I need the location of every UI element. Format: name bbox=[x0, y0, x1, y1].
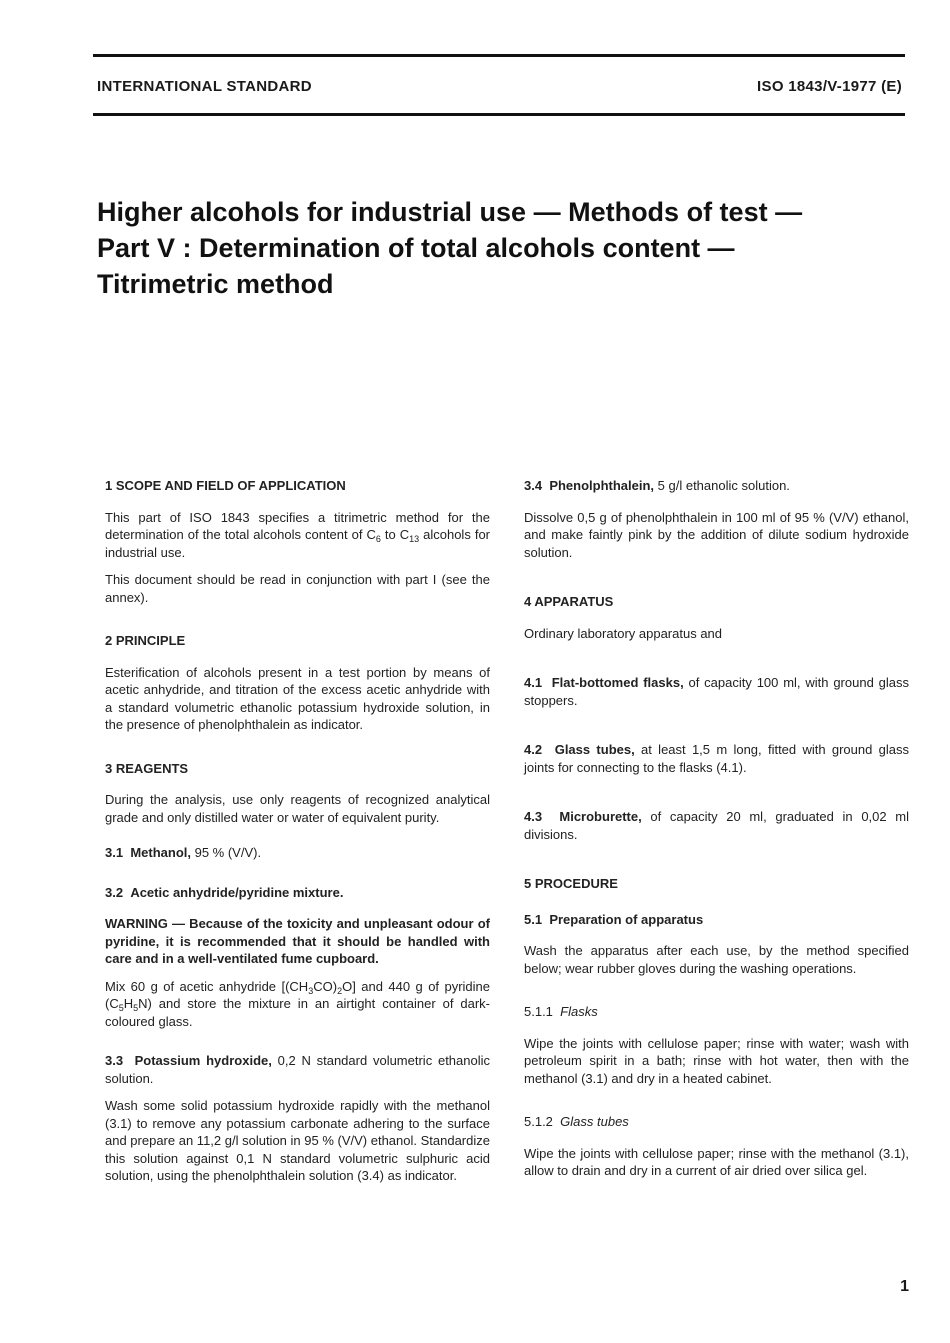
section-1-paragraph-2: This document should be read in conjunction with part I (see the annex). bbox=[105, 572, 490, 605]
clause-5-1-2-paragraph: Wipe the joints with cellulose paper; rinse with the methanol (3.1), allow to drain and dry in a current of air dried over silica gel. bbox=[524, 1145, 909, 1178]
left-column bbox=[105, 477, 490, 1185]
section-3-heading: 3 REAGENTS bbox=[105, 760, 189, 776]
right-column bbox=[524, 477, 909, 1180]
section-1-heading: 1 SCOPE AND FIELD OF APPLICATION bbox=[105, 478, 346, 493]
section-4-paragraph: Ordinary laboratory apparatus and bbox=[524, 625, 723, 641]
clause-3-2-paragraph: Mix 60 g of acetic anhydride $[(CH_3CO)_2O]$ and 440 g of pyridine $(C_5H_5N)$ and store the mixture in an airtight container of dark-coloured glass. bbox=[105, 978, 490, 1029]
clause-5-1-1: 5.1.1 Flasks bbox=[524, 1004, 598, 1019]
title-line-1: Higher alcohols for industrial use — Methods of test — bbox=[97, 197, 803, 227]
clause-3-4-paragraph: Dissolve 0,5 g of phenolphthalein in 100 ml of 95 % (V/V) ethanol, and make faintly pink by the addition of dilute sodium hydroxide solution. bbox=[524, 509, 909, 560]
clause-4-3: 4.3 Microburette, of capacity 20 ml, graduated in 0,02 ml divisions. bbox=[524, 809, 909, 842]
clause-5-1: 5.1 Preparation of apparatus bbox=[524, 911, 704, 927]
clause-4-1: 4.1 Flat-bottomed flasks, of capacity 100 ml, with ground glass stoppers. bbox=[524, 675, 909, 708]
section-4-heading: 4 APPARATUS bbox=[524, 594, 614, 609]
section-5-heading: 5 PROCEDURE bbox=[524, 876, 618, 891]
clause-3-2: 3.2 Acetic anhydride/pyridine mixture. bbox=[105, 884, 344, 900]
clause-5-1-1-paragraph: Wipe the joints with cellulose paper; rinse with water; wash with petroleum spirit in a bath; rinse with hot water, then with the methanol (3.1) and dry in a heated cabinet. bbox=[524, 1035, 909, 1086]
section-3-paragraph: During the analysis, use only reagents of recognized analytical grade and only distilled water or water of equivalent purity. bbox=[105, 792, 490, 825]
header-rule-top bbox=[93, 54, 905, 57]
clause-3-4: 3.4 Phenolphthalein, 5 g/l ethanolic solution. bbox=[524, 478, 790, 493]
title-line-3: Titrimetric method bbox=[97, 269, 334, 299]
warning-text: WARNING — Because of the toxicity and unpleasant odour of pyridine, it is recommended that it should be handled with care and in a well-ventilated fume cupboard. bbox=[105, 916, 490, 966]
document-type: INTERNATIONAL STANDARD bbox=[97, 78, 312, 95]
standard-number: ISO 1843/V-1977 (E) bbox=[757, 78, 902, 95]
section-2-paragraph: Esterification of alcohols present in a test portion by means of acetic anhydride, and titration of the excess acetic anhydride with a standard volumetric ethanolic potassium hydroxide solution, in the presence of phenolphthalein as indicator. bbox=[105, 664, 490, 732]
section-1-paragraph-1: This part of ISO 1843 specifies a titrimetric method for the determination of the total alcohols content of $C_6$ to $C_{13}$ alcohols for industrial use. bbox=[105, 509, 490, 560]
clause-3-3-paragraph: Wash some solid potassium hydroxide rapidly with the methanol (3.1) to remove any potassium carbonate adhering to the surface and prepare an 11,2 g/l solution in 95 % (V/V) ethanol. Standardize this solution against 0,1 N standard volumetric sulphuric acid solution, using the phenolphthalein solution (3.4) as indicator. bbox=[105, 1098, 490, 1183]
clause-5-1-paragraph: Wash the apparatus after each use, by the method specified below; wear rubber gloves during the washing operations. bbox=[524, 943, 909, 976]
document-title bbox=[97, 194, 877, 302]
section-2-heading: 2 PRINCIPLE bbox=[105, 633, 186, 648]
header-rule-bottom bbox=[93, 113, 905, 116]
clause-5-1-2: 5.1.2 Glass tubes bbox=[524, 1114, 629, 1129]
clause-3-3: 3.3 Potassium hydroxide, 0,2 N standard volumetric ethanolic solution. bbox=[105, 1053, 490, 1086]
clause-3-1: 3.1 Methanol, 95 % (V/V). bbox=[105, 845, 262, 860]
clause-4-2: 4.2 Glass tubes, at least 1,5 m long, fitted with ground glass joints for connecting to the flasks (4.1). bbox=[524, 742, 910, 775]
title-line-2: Part V : Determination of total alcohols content — bbox=[97, 233, 735, 263]
page-number: 1 bbox=[900, 1278, 909, 1295]
